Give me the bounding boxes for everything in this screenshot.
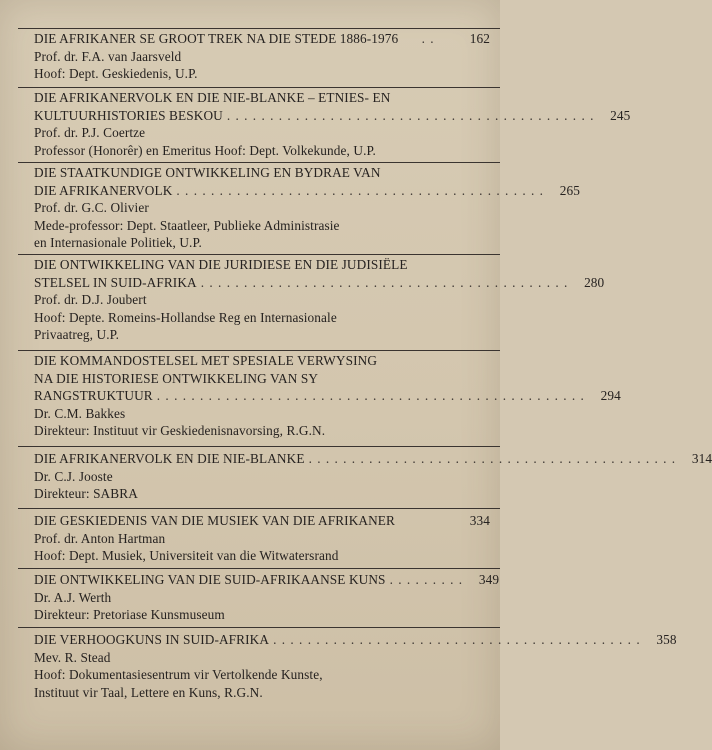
entry-affiliation: Hoof: Dokumentasiesentrum vir Vertolkende Kunste, — [34, 667, 323, 683]
entry-affiliation: Instituut vir Taal, Lettere en Kuns, R.G.N. — [34, 684, 263, 700]
page-number: 294 — [600, 388, 621, 404]
leader-dots: . . . . . . . . . — [389, 572, 464, 587]
entry-title: DIE GESKIEDENIS VAN DIE MUSIEK VAN DIE AFRIKANER — [34, 513, 395, 528]
entry-affiliation: Hoof: Dept. Musiek, Universiteit van die Witwatersrand — [34, 548, 339, 564]
toc-entry — [34, 256, 605, 344]
entry-author: Prof. dr. Anton Hartman — [34, 530, 166, 546]
entry-author: Dr. C.M. Bakkes — [34, 405, 126, 421]
entry-title: NA DIE HISTORIESE ONTWIKKELING VAN SY — [34, 370, 319, 386]
entry-title: KULTUURHISTORIES BESKOU — [34, 107, 223, 123]
leader-dots: . . . . . . . . . . . . . . . . . . . . . . . . . . . . . . . . . . . . . . . . . . . — [176, 182, 544, 198]
page-number: 334 — [469, 513, 490, 528]
entry-title-row — [34, 274, 605, 292]
entry-title: STELSEL IN SUID-AFRIKA — [34, 274, 197, 290]
toc-entry — [34, 164, 580, 252]
leader-dots: . . . . . . . . . . . . . . . . . . . . . . . . . . . . . . . . . . . . . . . . . . . . . . . . . . — [156, 388, 585, 404]
toc-entry — [34, 30, 490, 83]
toc-entry — [34, 571, 500, 624]
entry-affiliation: Hoof: Depte. Romeins-Hollandse Reg en Internasionale — [34, 309, 337, 325]
page-number: 245 — [610, 107, 631, 123]
entry-title-row — [34, 387, 621, 405]
toc-entry — [34, 450, 712, 503]
toc-entry — [34, 89, 631, 159]
entry-title: DIE ONTWIKKELING VAN DIE JURIDIESE EN DIE JUDISIËLE — [34, 257, 408, 272]
leader-dots: . . . . . . . . . . . . . . . . . . . . . . . . . . . . . . . . . . . . . . . . . . . — [273, 632, 641, 647]
divider — [18, 28, 500, 29]
entry-title-row — [34, 30, 490, 48]
entry-author: Prof. dr. P.J. Coertze — [34, 125, 146, 141]
entry-title: DIE STAATKUNDIGE ONTWIKKELING EN BYDRAE VAN — [34, 165, 381, 180]
entry-author: Mev. R. Stead — [34, 649, 111, 665]
divider — [18, 350, 500, 351]
divider — [18, 627, 500, 628]
leader-dots: . . . . . . . . . . . . . . . . . . . . . . . . . . . . . . . . . . . . . . . . . . . — [226, 107, 595, 123]
toc-entry — [34, 631, 677, 701]
divider — [18, 568, 500, 569]
divider — [18, 254, 500, 255]
divider — [18, 508, 500, 509]
entry-title-row — [34, 631, 677, 649]
entry-title: DIE VERHOOGKUNS IN SUID-AFRIKA — [34, 632, 270, 647]
page-number: 162 — [469, 31, 490, 46]
entry-title: DIE AFRIKANER SE GROOT TREK NA DIE STEDE 1886-1976 — [34, 31, 399, 46]
entry-title-row — [34, 450, 712, 468]
entry-author: Prof. dr. F.A. van Jaarsveld — [34, 48, 182, 64]
entry-author: Dr. C.J. Jooste — [34, 468, 113, 484]
toc-entry — [34, 512, 490, 565]
entry-title-row — [34, 107, 631, 125]
entry-affiliation: Professor (Honorêr) en Emeritus Hoof: Dept. Volkekunde, U.P. — [34, 142, 376, 158]
entry-affiliation: Hoof: Dept. Geskiedenis, U.P. — [34, 66, 198, 82]
page-number: 280 — [584, 274, 605, 290]
page-number: 358 — [656, 632, 677, 647]
entry-affiliation: Privaatreg, U.P. — [34, 327, 120, 343]
page-number: 349 — [478, 572, 500, 587]
entry-title: RANGSTRUKTUUR — [34, 388, 153, 404]
entry-title-row — [34, 182, 580, 200]
toc-entry — [34, 352, 621, 440]
divider — [18, 162, 500, 163]
entry-author: Dr. A.J. Werth — [34, 589, 112, 605]
entry-affiliation: Direkteur: Instituut vir Geskiedenisnavorsing, R.G.N. — [34, 423, 326, 439]
entry-affiliation: Direkteur: SABRA — [34, 486, 138, 502]
entry-affiliation: en Internasionale Politiek, U.P. — [34, 235, 202, 251]
page-number: 265 — [559, 182, 580, 198]
leader-dots: . . . . . . . . . . . . . . . . . . . . . . . . . . . . . . . . . . . . . . . . . . . — [200, 274, 569, 290]
entry-title: DIE AFRIKANERVOLK EN DIE NIE-BLANKE — [34, 451, 305, 466]
entry-affiliation: Mede-professor: Dept. Staatleer, Publieke Administrasie — [34, 217, 340, 233]
entry-title: DIE KOMMANDOSTELSEL MET SPESIALE VERWYSING — [34, 353, 378, 368]
entry-title: DIE AFRIKANERVOLK EN DIE NIE-BLANKE – ETNIES- EN — [34, 90, 391, 105]
page-number: 314 — [691, 451, 712, 466]
entry-author: Prof. dr. G.C. Olivier — [34, 200, 149, 216]
entry-affiliation: Direkteur: Pretoriase Kunsmuseum — [34, 607, 225, 623]
entry-title-row — [34, 571, 500, 589]
divider — [18, 87, 500, 88]
leader-dots: . . — [421, 31, 435, 46]
entry-author: Prof. dr. D.J. Joubert — [34, 292, 147, 308]
entry-title: DIE AFRIKANERVOLK — [34, 182, 173, 198]
entry-title-row — [34, 256, 490, 274]
entry-title: DIE ONTWIKKELING VAN DIE SUID-AFRIKAANSE KUNS — [34, 572, 386, 587]
entry-title-row — [34, 512, 490, 530]
divider — [18, 446, 500, 447]
leader-dots: . . . . . . . . . . . . . . . . . . . . . . . . . . . . . . . . . . . . . . . . . . . — [308, 451, 677, 466]
